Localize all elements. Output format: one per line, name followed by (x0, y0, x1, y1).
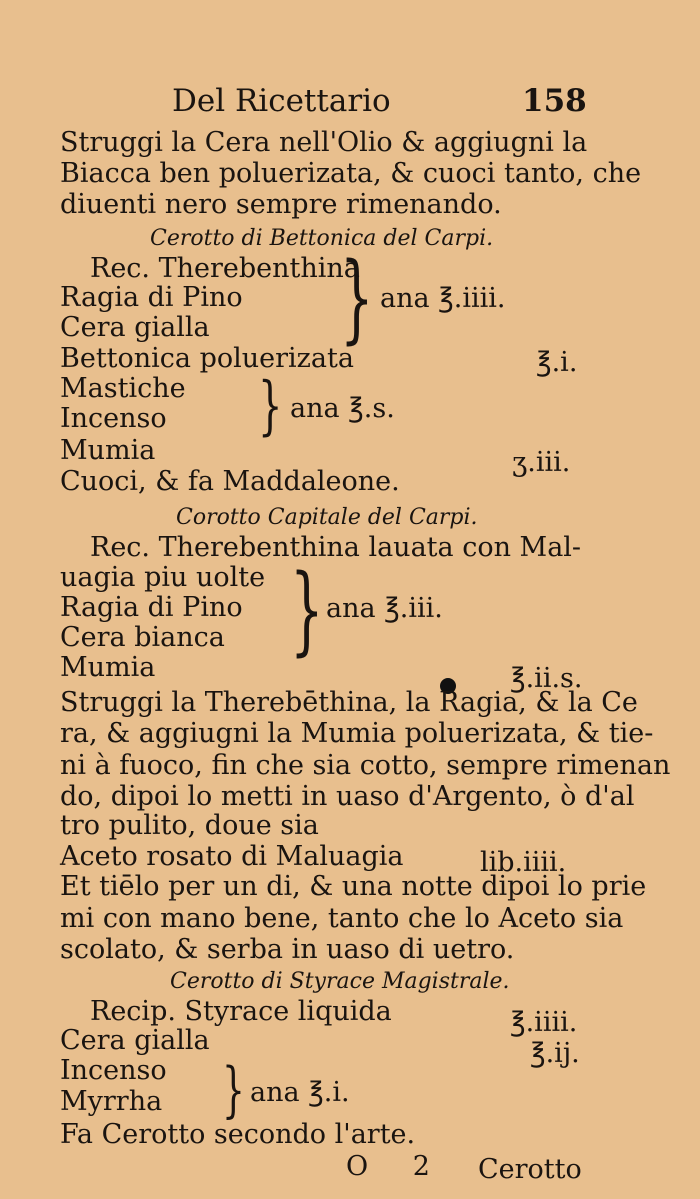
ingredient-line: Mumia (60, 652, 156, 683)
text-line: ra, & aggiugni la Mumia poluerizata, & tie- (60, 718, 654, 749)
ingredient-line: Recip. Styrace liquida (90, 996, 392, 1027)
recipe-title: Cerotto di Bettonica del Carpi. (150, 226, 494, 251)
ingredient-line: Cera bianca (60, 622, 225, 653)
ingredient-line: Rec. Therebenthina (90, 253, 360, 284)
text-line: Biacca ben poluerizata, & cuoci tanto, che (60, 158, 642, 189)
text-line: do, dipoi lo metti in uaso d'Argento, ò d'al (60, 781, 635, 812)
ingredient-line: Ragia di Pino (60, 592, 243, 623)
text-line: Et tiēlo per un di, & una notte dipoi lo prie (60, 871, 647, 902)
ingredient-line: Mastiche (60, 373, 186, 404)
ingredient-line: Cera gialla (60, 1025, 210, 1056)
ingredient-line: Bettonica poluerizata (60, 343, 354, 374)
recipe-title: Cerotto di Styrace Magistrale. (170, 969, 510, 994)
grouping-brace: } (222, 1055, 245, 1125)
text-line: tro pulito, doue sia (60, 810, 319, 841)
page-number: 158 (522, 83, 587, 119)
text-line: mi con mano bene, tanto che lo Aceto sia (60, 903, 624, 934)
text-line: Struggi la Therebēthina, la Ragia, & la Ce (60, 687, 638, 718)
ingredient-line: Ragia di Pino (60, 282, 243, 313)
ingredient-line: Incenso (60, 1055, 167, 1086)
ingredient-line: Myrrha (60, 1086, 163, 1117)
text-line: uagia piu uolte (60, 562, 266, 593)
dose: ℥.ij. (530, 1038, 580, 1069)
running-header: Del Ricettario (172, 83, 391, 119)
dose: ℥.ii.s. (510, 663, 583, 694)
dose: ʒ.iii. (512, 447, 571, 478)
dose: ana ℥.i. (250, 1077, 350, 1108)
instruction-line: Cuoci, & fa Maddaleone. (60, 466, 400, 497)
grouping-brace: } (340, 242, 374, 354)
dose: ℥.i. (536, 347, 578, 378)
ingredient-line: Mumia (60, 435, 156, 466)
ingredient-line: Aceto rosato di Maluagia (60, 841, 404, 872)
signature-mark: O 2 (346, 1151, 448, 1182)
recipe-title: Corotto Capitale del Carpi. (176, 505, 478, 530)
grouping-brace: } (258, 369, 283, 443)
dose: ana ℥.s. (290, 393, 395, 424)
instruction-line: Fa Cerotto secondo l'arte. (60, 1119, 416, 1150)
text-line: diuenti nero sempre rimenando. (60, 189, 502, 220)
text-line: Rec. Therebenthina lauata con Mal- (90, 532, 582, 563)
text-line: ni à fuoco, fin che sia cotto, sempre rimenan (60, 750, 671, 781)
catchword: Cerotto (478, 1154, 582, 1185)
text-line: Struggi la Cera nell'Olio & aggiugni la (60, 127, 588, 158)
grouping-brace: } (290, 554, 324, 666)
dose: ana ℥.iiii. (380, 283, 506, 314)
text-line: scolato, & serba in uaso di uetro. (60, 934, 515, 965)
ingredient-line: Incenso (60, 403, 167, 434)
ingredient-line: Cera gialla (60, 312, 210, 343)
dose: ana ℥.iii. (326, 593, 443, 624)
dose: ℥.iiii. (510, 1007, 578, 1038)
dose: lib.iiii. (480, 847, 567, 878)
